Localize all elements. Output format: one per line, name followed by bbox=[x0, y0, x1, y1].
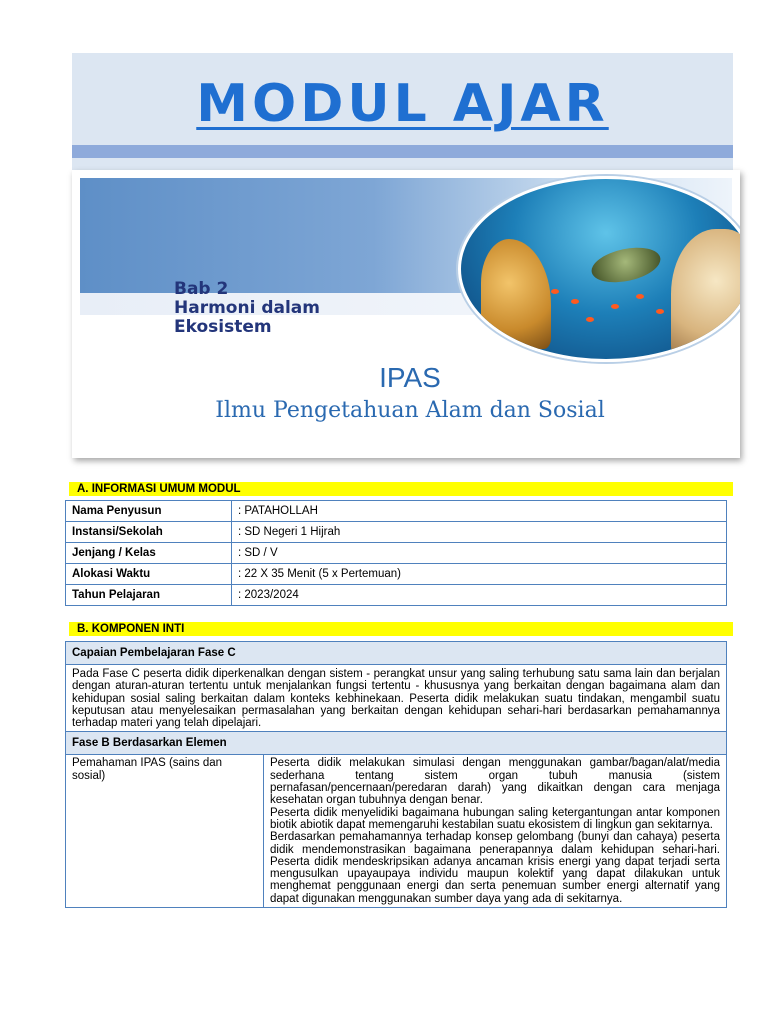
elemen-description bbox=[264, 755, 727, 908]
component-table bbox=[65, 641, 727, 908]
cover-image bbox=[72, 170, 740, 458]
capaian-heading: Capaian Pembelajaran Fase C bbox=[66, 642, 727, 665]
table-row bbox=[66, 522, 727, 543]
sea-turtle bbox=[588, 242, 663, 288]
info-value: : SD Negeri 1 Hijrah bbox=[232, 522, 727, 543]
table-row bbox=[66, 564, 727, 585]
elemen-label: Pemahaman IPAS (sains dan sosial) bbox=[66, 755, 264, 908]
chapter-line: Ekosistem bbox=[174, 317, 272, 337]
table-row bbox=[66, 642, 727, 665]
header-stripe bbox=[72, 145, 733, 158]
subject-title: IPAS bbox=[379, 362, 441, 393]
info-key: Nama Penyusun bbox=[66, 501, 232, 522]
info-key: Instansi/Sekolah bbox=[66, 522, 232, 543]
capaian-text: Pada Fase C peserta didik diperkenalkan dengan sistem - perangkat unsur yang saling terhubung satu sama lain dan berjalan dengan aturan-aturan tertentu untuk menjalankan fungsi tertentu - khususnya yang berkaitan dengan bagaimana alam dan kehidupan sosial saling berkaitan dalam konteks kebhinekaan. Peserta didik melakukan suatu tindakan, mengambil suatu keputusan atau menyelesaikan permasalahan yang berkaitan dengan kehidupan sehari-hari berdasarkan pemahamannya terhadap materi yang telah dipelajari. bbox=[66, 665, 727, 732]
table-row bbox=[66, 585, 727, 606]
fish-icon bbox=[571, 299, 579, 304]
fish-icon bbox=[586, 317, 594, 322]
subject-subtitle: Ilmu Pengetahuan Alam dan Sosial bbox=[215, 398, 605, 423]
section-b-heading: B. KOMPONEN INTI bbox=[69, 622, 733, 636]
coral-right bbox=[671, 229, 740, 359]
elemen-paragraph: Peserta didik melakukan simulasi dengan menggunakan gambar/bagan/alat/media sederhana tentang sistem organ tubuh manusia (sistem pernafasan/pencernaan/peredaran darah) yang dikaitkan dengan cara menjaga kesehatan organ tubuhnya dengan benar. bbox=[270, 757, 720, 807]
table-row bbox=[66, 755, 727, 908]
info-key: Jenjang / Kelas bbox=[66, 543, 232, 564]
elemen-paragraph: Peserta didik menyelidiki bagaimana hubungan saling ketergantungan antar komponen biotik abiotik dapat memengaruhi kestabilan suatu ekosistem di lingkun gan sekitarnya. bbox=[270, 806, 720, 831]
chapter-line: Bab 2 bbox=[174, 279, 229, 299]
info-key: Tahun Pelajaran bbox=[66, 585, 232, 606]
table-row bbox=[66, 732, 727, 755]
section-a-heading: A. INFORMASI UMUM MODUL bbox=[69, 482, 733, 496]
fish-icon bbox=[636, 294, 644, 299]
fish-icon bbox=[551, 289, 559, 294]
chapter-label bbox=[174, 280, 320, 337]
fish-icon bbox=[656, 309, 664, 314]
info-table bbox=[65, 500, 727, 606]
table-row bbox=[66, 665, 727, 732]
document-title: MODUL AJAR bbox=[196, 74, 609, 134]
info-value: : 22 X 35 Menit (5 x Pertemuan) bbox=[232, 564, 727, 585]
coral-left bbox=[481, 239, 551, 349]
table-row bbox=[66, 543, 727, 564]
elemen-paragraph: Berdasarkan pemahamannya terhadap konsep gelombang (bunyi dan cahaya) peserta didik mendemonstrasikan bagaimana penerapannya dalam kehidupan sehari-hari. Peserta didik mendeskripsikan adanya ancaman krisis energi yang dapat terjadi serta mengusulkan upayaupaya individu maupun kolektif yang dapat dilakukan untuk menghemat penggunaan energi dan serta penemuan sumber energi alternatif yang dapat digunakan menggunakan sumber daya yang ada di sekitarnya. bbox=[270, 831, 720, 905]
table-row bbox=[66, 501, 727, 522]
chapter-line: Harmoni dalam bbox=[174, 298, 320, 318]
fish-icon bbox=[611, 304, 619, 309]
ocean-illustration bbox=[458, 176, 740, 362]
header-stripe-light bbox=[72, 158, 733, 170]
info-key: Alokasi Waktu bbox=[66, 564, 232, 585]
info-value: : SD / V bbox=[232, 543, 727, 564]
info-value: : PATAHOLLAH bbox=[232, 501, 727, 522]
elemen-heading: Fase B Berdasarkan Elemen bbox=[66, 732, 727, 755]
info-value: : 2023/2024 bbox=[232, 585, 727, 606]
